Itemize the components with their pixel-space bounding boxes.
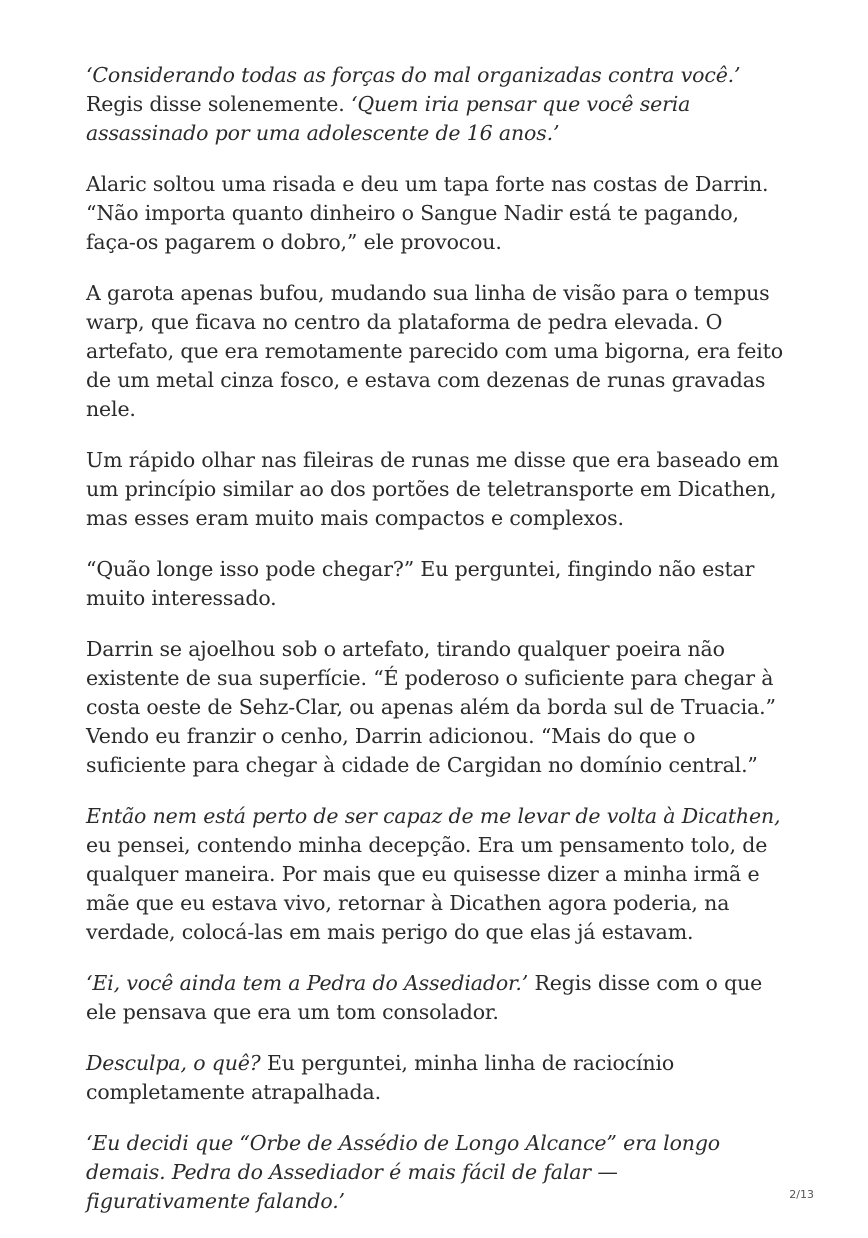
italic-text-segment: ‘Ei, você ainda tem a Pedra do Assediador.’ — [86, 971, 529, 995]
paragraph — [86, 279, 786, 424]
text-segment: A garota apenas bufou, mudando sua linha de visão para o tempus warp, que ficava no centro da plataforma de pedra elevada. O artefato, que era remotamente parecido com uma bigorna, era feito de um metal cinza fosco, e estava com dezenas de runas gravadas nele. — [86, 281, 783, 421]
paragraph — [86, 635, 786, 780]
text-segment: Darrin se ajoelhou sob o artefato, tirando qualquer poeira não existente de sua superfície. “É poderoso o suficiente para chegar à costa oeste de Sehz-Clar, ou apenas além da borda sul de Truacia.” Vendo eu franzir o cenho, Darrin adicionou. “Mais do que o suficiente para chegar à cidade de Cargidan no domínio central.” — [86, 637, 776, 777]
text-segment: eu pensei, contendo minha decepção. Era um pensamento tolo, de qualquer maneira. Por mais que eu quisesse dizer a minha irmã e mãe que eu estava vivo, retornar à Dicathen agora poderia, na verdade, colocá-las em mais perigo do que elas já estavam. — [86, 833, 768, 944]
text-segment: Regis disse solenemente. — [86, 92, 351, 116]
paragraph — [86, 446, 786, 533]
paragraph — [86, 1049, 786, 1107]
paragraph — [86, 170, 786, 257]
italic-text-segment: ‘Quem iria pensar que você seria assassinado por uma adolescente de 16 anos.’ — [86, 92, 691, 145]
text-segment: Alaric soltou uma risada e deu um tapa forte nas costas de Darrin. “Não importa quanto dinheiro o Sangue Nadir está te pagando, faça-os pagarem o dobro,” ele provocou. — [86, 172, 769, 254]
paragraph — [86, 1129, 786, 1216]
page-content — [86, 61, 786, 1238]
text-segment: Um rápido olhar nas fileiras de runas me disse que era baseado em um princípio similar ao dos portões de teletransporte em Dicathen, mas esses eram muito mais compactos e complexos. — [86, 448, 779, 530]
text-segment: Regis disse com o que ele pensava que era um tom consolador. — [86, 971, 763, 1024]
text-segment: “Quão longe isso pode chegar?” Eu perguntei, fingindo não estar muito interessado. — [86, 557, 755, 610]
paragraph — [86, 802, 786, 947]
italic-text-segment: Então nem está perto de ser capaz de me levar de volta à Dicathen, — [86, 804, 781, 828]
italic-text-segment: ‘Eu decidi que “Orbe de Assédio de Longo Alcance” era longo demais. Pedra do Assediador é mais fácil de falar — figurativamente falando.’ — [86, 1131, 720, 1213]
paragraph — [86, 555, 786, 613]
paragraph — [86, 969, 786, 1027]
italic-text-segment: ‘Considerando todas as forças do mal organizadas contra você.’ — [86, 63, 741, 87]
text-segment: Eu perguntei, minha linha de raciocínio completamente atrapalhada. — [86, 1051, 675, 1104]
page-number: 2/13 — [789, 1188, 814, 1201]
italic-text-segment: Desculpa, o quê? — [86, 1051, 261, 1075]
paragraph — [86, 61, 786, 148]
